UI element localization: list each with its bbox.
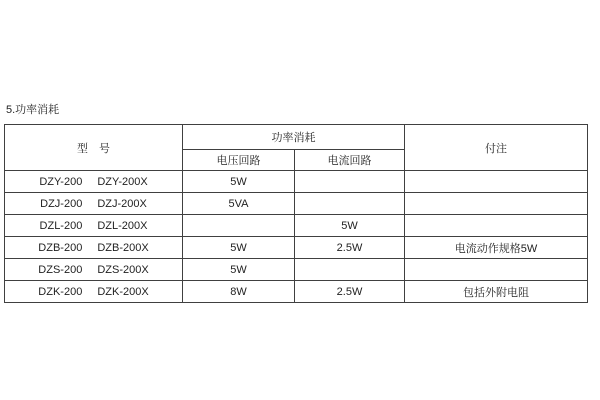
header-model: 型 号 bbox=[5, 125, 183, 171]
table-row-dzk bbox=[5, 281, 588, 303]
section-title: 5.功率消耗 bbox=[6, 104, 60, 116]
table-header-row-top bbox=[5, 125, 588, 150]
table-row-dzb bbox=[5, 237, 588, 259]
current-value: 5W bbox=[295, 215, 405, 237]
header-voltage-circuit: 电压回路 bbox=[183, 150, 295, 171]
model-name: DZS-200 bbox=[38, 263, 83, 276]
model-name: DZJ-200X bbox=[97, 197, 147, 210]
model-cell bbox=[5, 215, 183, 237]
model-cell bbox=[5, 171, 183, 193]
voltage-value: 8W bbox=[183, 281, 295, 303]
table-row-dzl bbox=[5, 215, 588, 237]
notes-value: 包括外附电阻 bbox=[405, 281, 588, 303]
voltage-value: 5W bbox=[183, 237, 295, 259]
voltage-value: 5W bbox=[183, 259, 295, 281]
header-notes: 付注 bbox=[405, 125, 588, 171]
notes-value bbox=[405, 193, 588, 215]
model-name: DZJ-200 bbox=[40, 197, 83, 210]
current-value bbox=[295, 193, 405, 215]
voltage-value: 5W bbox=[183, 171, 295, 193]
current-value bbox=[295, 171, 405, 193]
model-name: DZL-200 bbox=[39, 219, 83, 232]
current-value: 2.5W bbox=[295, 281, 405, 303]
model-cell bbox=[5, 237, 183, 259]
model-name: DZK-200 bbox=[38, 285, 83, 298]
notes-value bbox=[405, 259, 588, 281]
table-row-dzy bbox=[5, 171, 588, 193]
header-power-group: 功率消耗 bbox=[183, 125, 405, 150]
model-cell bbox=[5, 281, 183, 303]
model-name: DZY-200 bbox=[39, 175, 83, 188]
current-value bbox=[295, 259, 405, 281]
model-cell bbox=[5, 259, 183, 281]
notes-value: 电流动作规格5W bbox=[405, 237, 588, 259]
model-name: DZS-200X bbox=[97, 263, 149, 276]
model-name: DZY-200X bbox=[97, 175, 148, 188]
table-row-dzj bbox=[5, 193, 588, 215]
voltage-value bbox=[183, 215, 295, 237]
notes-value bbox=[405, 215, 588, 237]
model-cell bbox=[5, 193, 183, 215]
table-row-dzs bbox=[5, 259, 588, 281]
model-name: DZL-200X bbox=[97, 219, 148, 232]
header-current-circuit: 电流回路 bbox=[295, 150, 405, 171]
notes-value bbox=[405, 171, 588, 193]
current-value: 2.5W bbox=[295, 237, 405, 259]
model-name: DZK-200X bbox=[97, 285, 149, 298]
model-name: DZB-200 bbox=[38, 241, 83, 254]
voltage-value: 5VA bbox=[183, 193, 295, 215]
power-consumption-table bbox=[4, 124, 588, 303]
model-name: DZB-200X bbox=[97, 241, 149, 254]
